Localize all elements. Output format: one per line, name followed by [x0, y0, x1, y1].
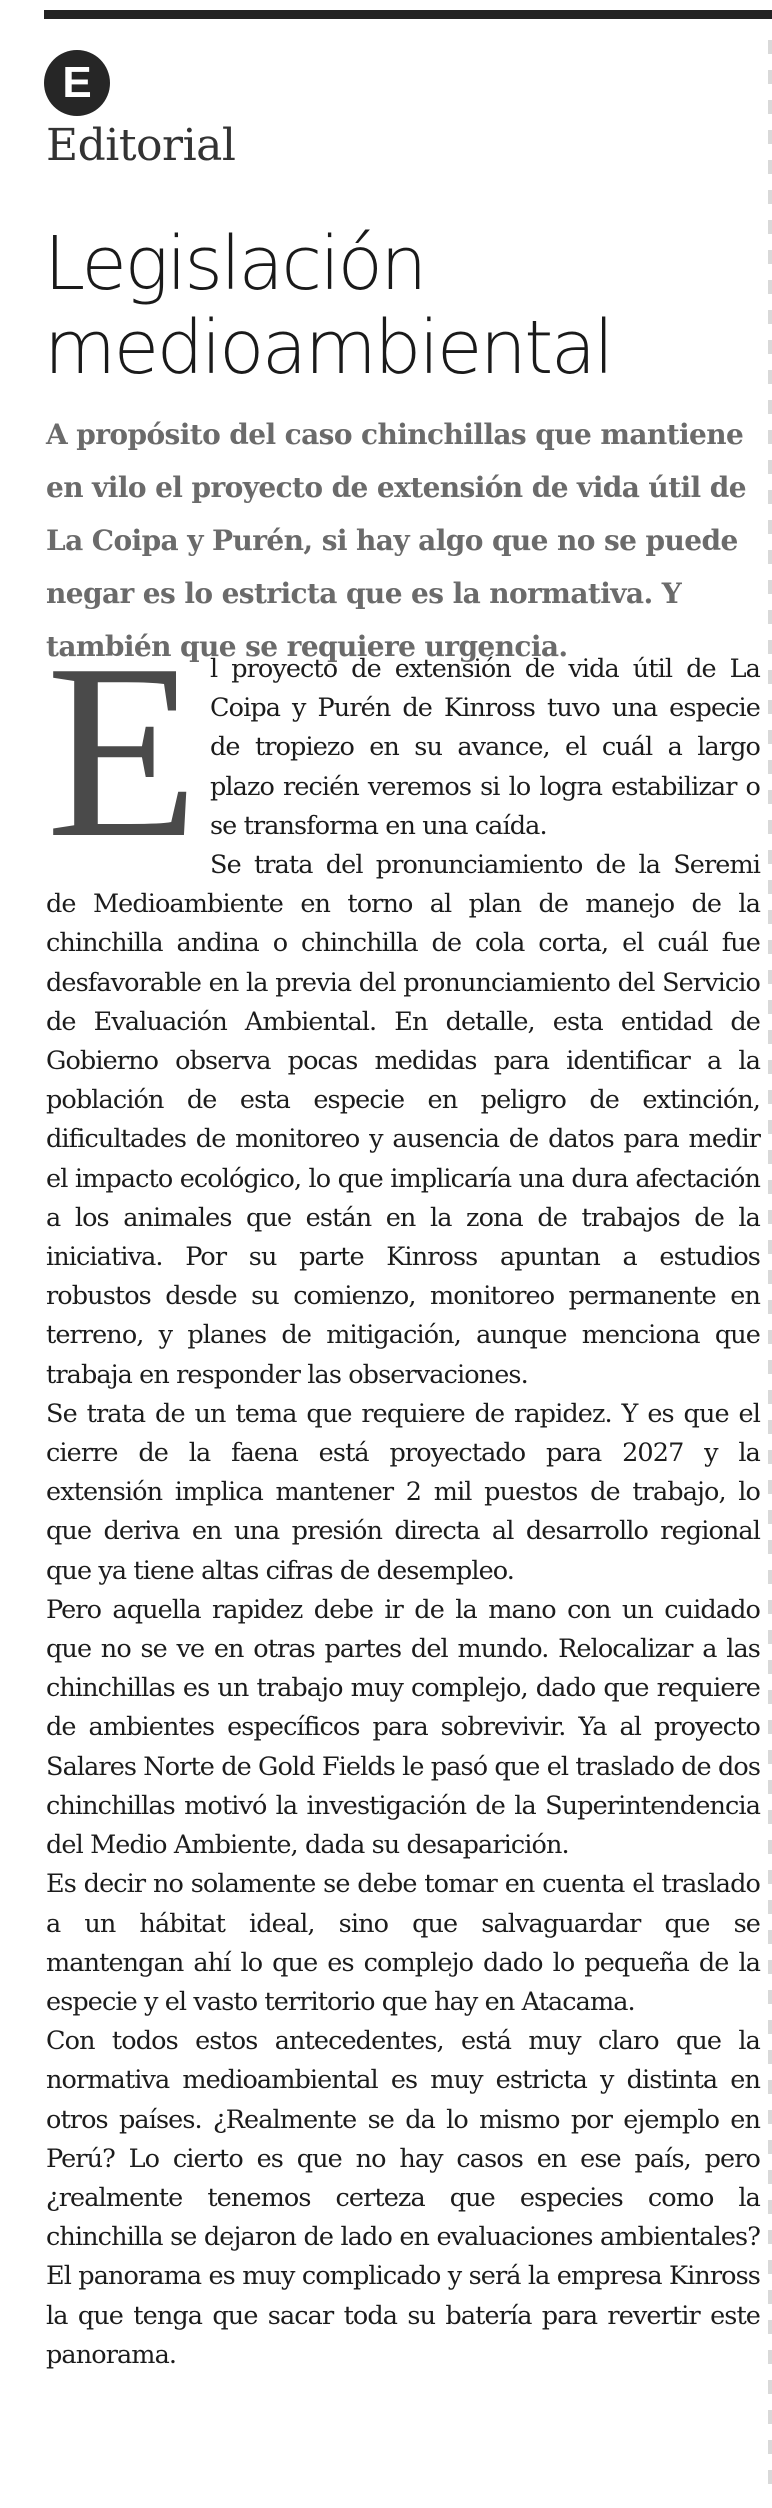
section-badge: E: [44, 50, 110, 116]
lead-text: l proyecto de extensión de vida útil de La Coipa y Purén de Kinross tuvo una especie de tropiezo en su avance, el cuál a largo plazo recién veremos si lo logra estabilizar o se transforma en una caída.: [210, 654, 760, 841]
top-rule: [44, 10, 772, 19]
lead-paragraph: [46, 613, 760, 890]
body-paragraph: Se trata de un tema que requiere de rapidez. Y es que el cierre de la faena está proyectado para 2027 y la extensión implica mantener 2 mil puestos de trabajo, lo que deriva en una presión directa al desarrollo regional que ya tiene altas cifras de desempleo.: [46, 1398, 760, 1586]
body-paragraph: Es decir no solamente se debe tomar en cuenta el traslado a un hábitat ideal, sino que salvaguardar que se mantengan ahí lo que es complejo dado lo pequeña de la especie y el vasto territorio que hay en Atacama.: [46, 1869, 760, 2017]
body-paragraph: Se trata del pronunciamiento de la Seremi de Medioambiente en torno al plan de manejo de la chinchilla andina o chinchilla de cola corta, el cuál fue desfavorable en la previa del pronunciamiento del Servicio de Evaluación Ambiental. En detalle, esta entidad de Gobierno observa pocas medidas para identificar a la población de esta especie en peligro de extinción, dificultades de monitoreo y ausencia de datos para medir el impacto ecológico, lo que implicaría una dura afectación a los animales que están en la zona de trabajos de la iniciativa. Por su parte Kinross apuntan a estudios robustos desde su comienzo, monitoreo permanente en terreno, y planes de mitigación, aunque menciona que trabaja en responder las observaciones.: [46, 850, 760, 1390]
article-body: [46, 613, 761, 2375]
section-label: Editorial: [46, 120, 236, 171]
headline: Legislación medioambiental: [44, 221, 612, 391]
drop-cap: E: [46, 613, 198, 890]
body-paragraph: Con todos estos antecedentes, está muy claro que la normativa medioambiental es muy estricta y distinta en otros países. ¿Realmente se da lo mismo por ejemplo en Perú? Lo cierto es que no hay casos en ese país, pero ¿realmente tenemos certeza que especies como la chinchilla se dejaron de lado en evaluaciones ambientales? El panorama es muy complicado y será la empresa Kinross la que tenga que sacar toda su batería para revertir este panorama.: [46, 2026, 760, 2370]
body-paragraph: Pero aquella rapidez debe ir de la mano con un cuidado que no se ve en otras partes del mundo. Relocalizar a las chinchillas es un trabajo muy complejo, dado que requiere de ambientes específicos para sobrevivir. Ya al proyecto Salares Norte de Gold Fields le pasó que el traslado de dos chinchillas motivó la investigación de la Superintendencia del Medio Ambiente, dada su desaparición.: [46, 1594, 761, 1861]
page-edge: [768, 40, 772, 2500]
deck-summary: A propósito del caso chinchillas que mantiene en vilo el proyecto de extensión de vida útil de La Coipa y Purén, si hay algo que no se puede negar es lo estricta que es la normativa. Y también que se requiere urgencia.: [46, 418, 746, 663]
